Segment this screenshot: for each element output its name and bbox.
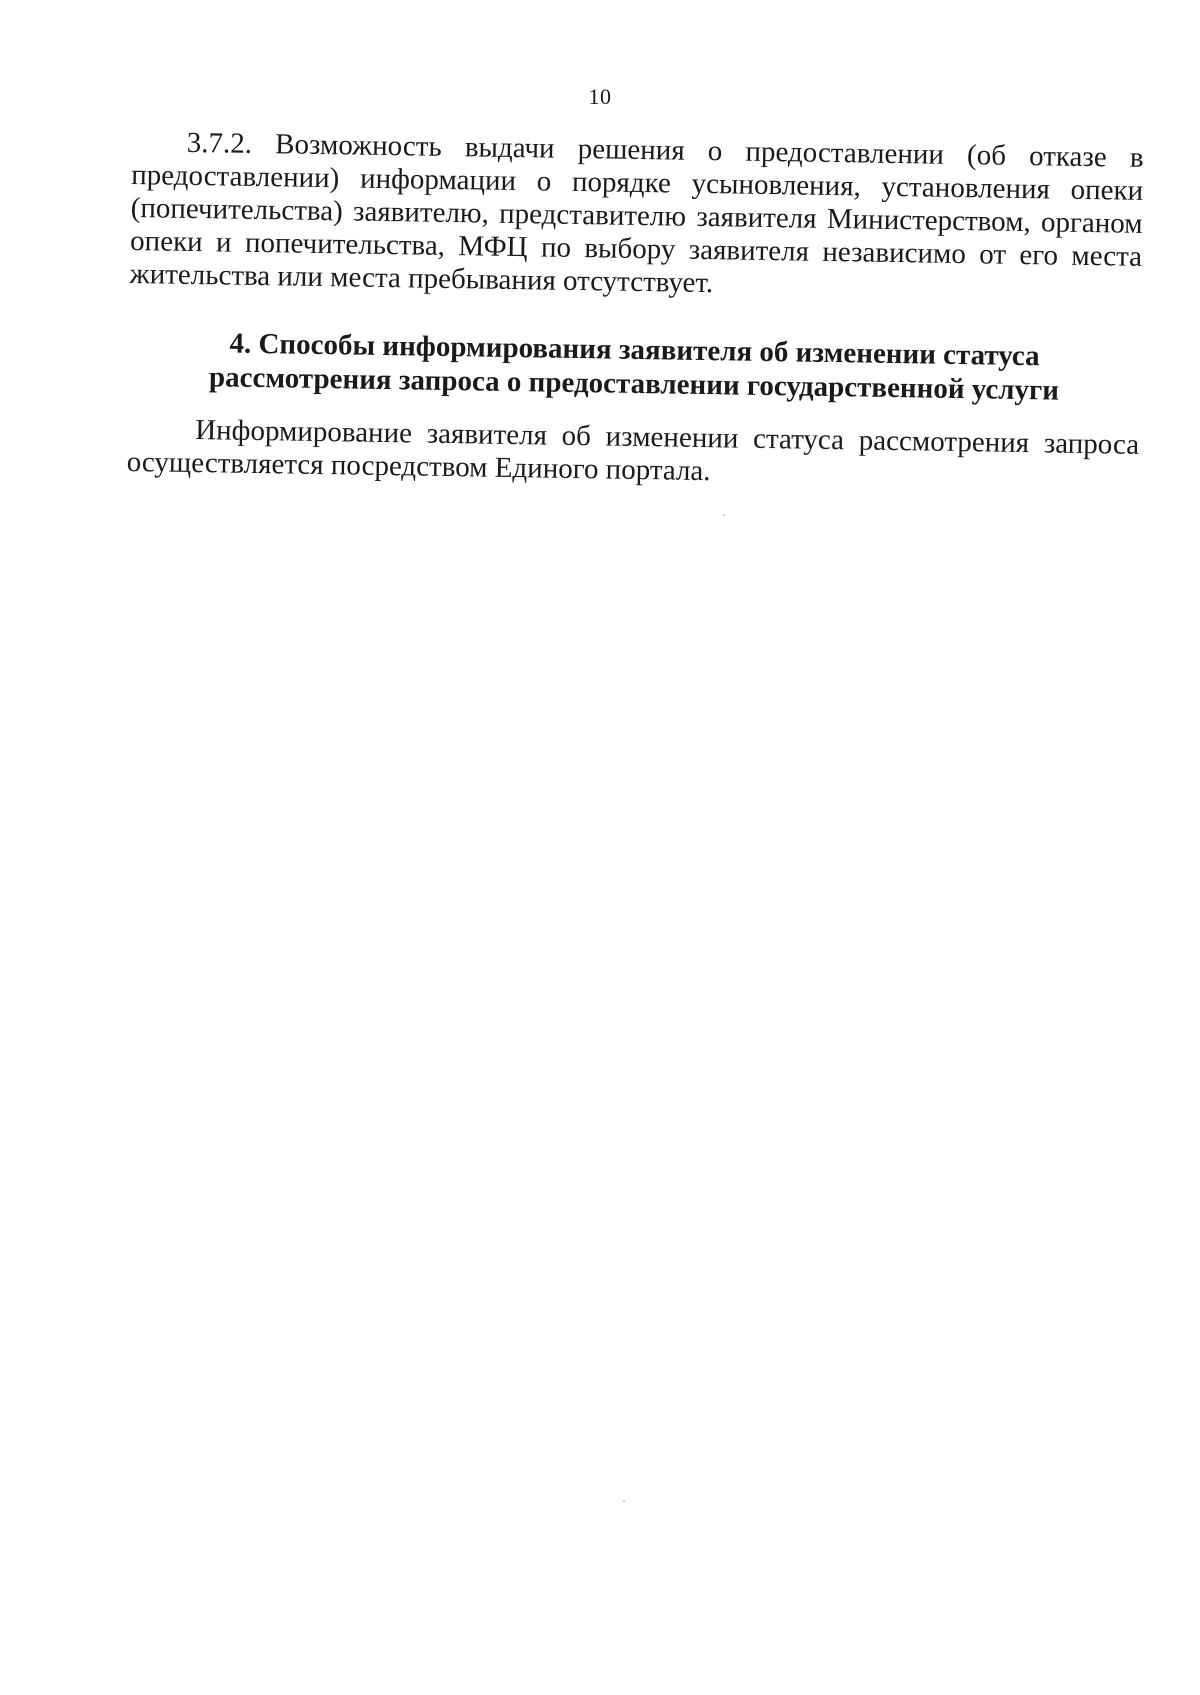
section-4-heading xyxy=(128,325,1141,409)
page-number: 10 xyxy=(588,84,612,109)
page-content xyxy=(126,126,1143,495)
paragraph-informing: Информирование заявителя об изменении статуса рассмотрения запроса осуществляется посредством Единого портала. xyxy=(126,414,1140,488)
scan-speck xyxy=(723,514,725,516)
section-4-heading-line-2: рассмотрения запроса о предоставлении государственной услуги xyxy=(208,361,1060,407)
section-4-heading-line-1: 4. Способы информирования заявителя об изменении статуса xyxy=(229,327,1040,373)
paragraph-3-7-2: 3.7.2. Возможность выдачи решения о предоставлении (об отказе в предоставлении) информации о порядке усыновления, установления опеки (попечительства) заявителю, представителю заявителя Министерством, органом опеки и попечительства, МФЦ по выбору заявителя независимо от его места жительства или места пребывания отсутствует. xyxy=(129,126,1144,300)
scan-speck xyxy=(623,1500,625,1502)
